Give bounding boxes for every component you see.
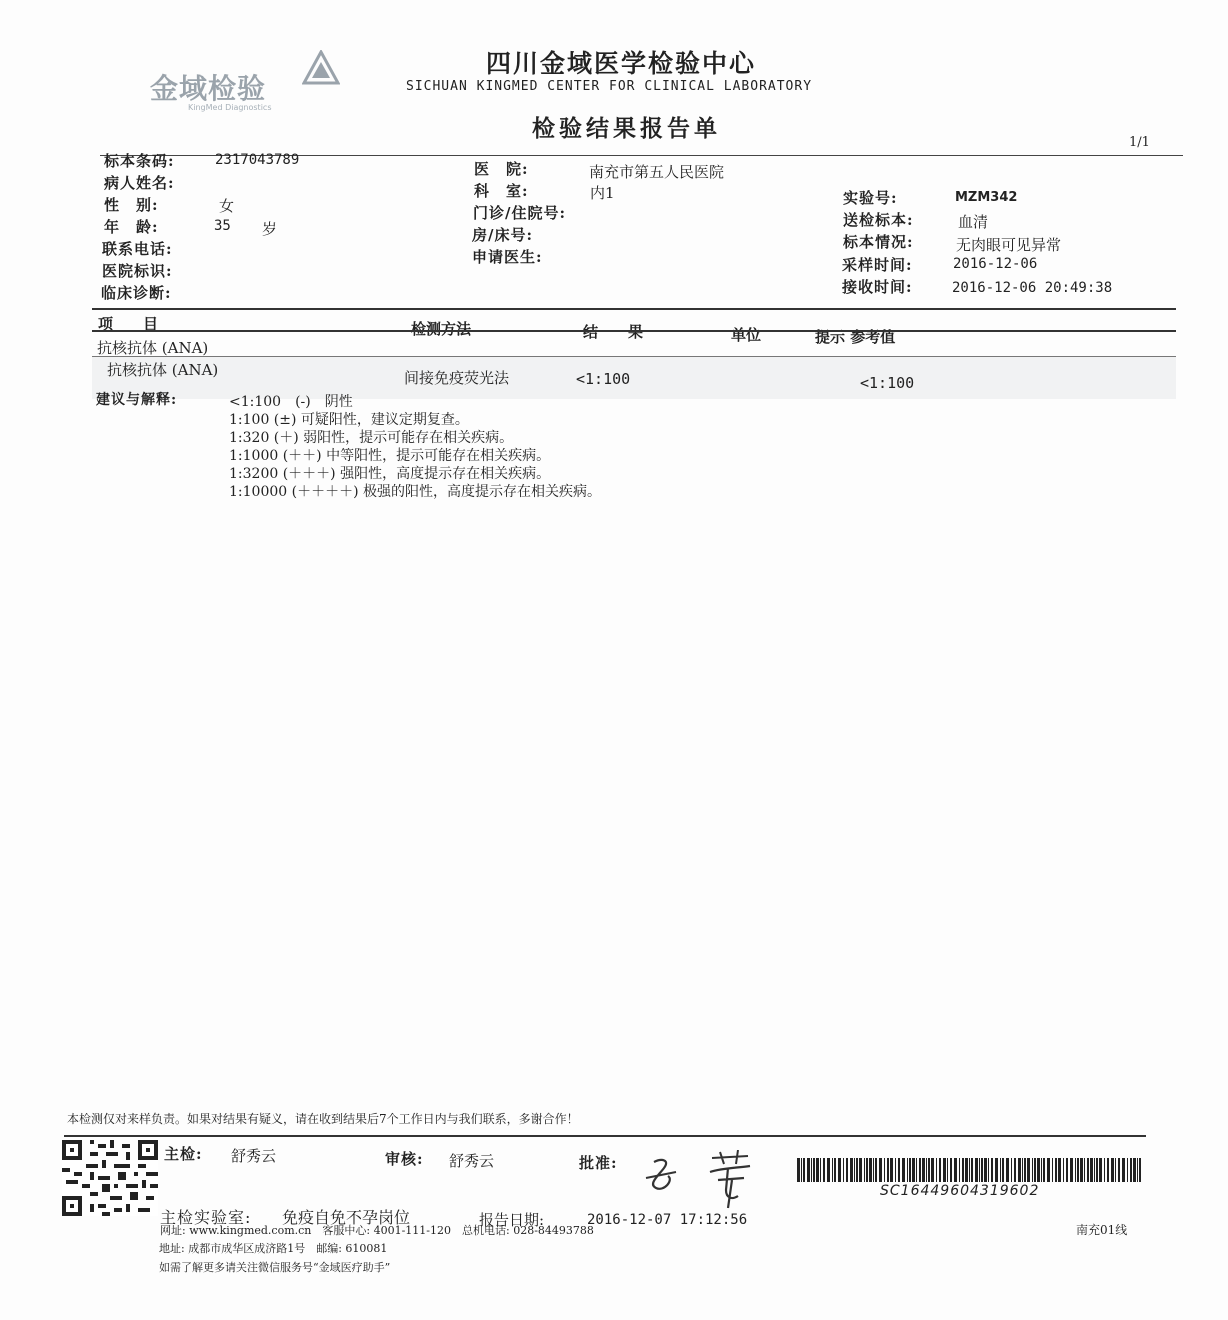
sample-time-value: 2016-12-06	[953, 256, 1038, 272]
hospital-value: 南充市第五人民医院	[589, 163, 725, 181]
kingmed-triangle-icon	[302, 50, 340, 86]
barcode-value: 2317043789	[215, 152, 300, 168]
contact-line: 网址: www.kingmed.com.cn 客服中心: 4001-111-120 总机电话: 028-84493788	[160, 1224, 594, 1237]
barcode-bar	[981, 1158, 983, 1182]
logo-text: 金域检验	[150, 72, 267, 105]
column-header-result: 结 果	[583, 323, 644, 341]
row-divider	[92, 356, 1176, 357]
disclaimer: 本检测仅对来样负责。如果对结果有疑义，请在收到结果后7个工作日内与我们联系，多谢合作！	[67, 1112, 579, 1126]
barcode-bar	[873, 1158, 874, 1182]
barcode-bar	[984, 1158, 987, 1182]
barcode-bar	[1018, 1158, 1021, 1182]
barcode-bar	[991, 1158, 993, 1182]
barcode-bar	[1024, 1158, 1026, 1182]
barcode-bar	[902, 1158, 905, 1182]
barcode-bar	[912, 1158, 915, 1182]
barcode-bar	[922, 1158, 925, 1182]
barcode-bar	[879, 1158, 882, 1182]
barcode-bar	[1002, 1158, 1004, 1182]
sex-value: 女	[219, 197, 235, 215]
barcode-bar	[954, 1158, 957, 1182]
barcode-bar	[975, 1158, 978, 1182]
department-label: 科 室:	[474, 182, 529, 200]
barcode-bar	[832, 1158, 833, 1182]
barcode-bar	[1055, 1158, 1057, 1182]
qr-code	[62, 1140, 158, 1216]
barcode-bar	[950, 1158, 952, 1182]
test-group-name: 抗核抗体 (ANA)	[97, 339, 209, 357]
specimen-condition-label: 标本情况:	[843, 233, 914, 251]
column-header-hint-reference: 提示 参考值	[815, 328, 896, 346]
barcode-bar	[887, 1158, 889, 1182]
barcode-bar	[846, 1158, 848, 1182]
test-result: <1:100	[576, 370, 631, 388]
barcode-bar	[931, 1158, 934, 1182]
barcode-bar	[801, 1158, 802, 1182]
barcode-bar	[969, 1158, 970, 1182]
sample-time-label: 采样时间:	[842, 256, 913, 274]
barcode-bar	[959, 1158, 960, 1182]
barcode-bar	[1104, 1158, 1105, 1182]
patient-name-label: 病人姓名:	[104, 174, 175, 192]
branch-label: 南充01线	[1076, 1223, 1128, 1237]
barcode-bar	[884, 1158, 885, 1182]
barcode-bar	[909, 1158, 911, 1182]
interpretation-line: 1:10000 (＋＋＋＋) 极强的阳性，高度提示存在相关疾病。	[229, 484, 601, 500]
barcode-bar	[869, 1158, 872, 1182]
barcode-bar	[928, 1158, 930, 1182]
interpretation-line: <1:100 (-) 阴性	[229, 394, 353, 410]
barcode-bar	[823, 1158, 825, 1182]
barcode-bar	[1115, 1158, 1116, 1182]
age-unit: 岁	[262, 220, 278, 238]
barcode-bar	[811, 1158, 812, 1182]
barcode-bar	[827, 1158, 830, 1182]
column-header-item: 项 目	[98, 315, 159, 333]
test-method: 间接免疫荧光法	[404, 369, 510, 387]
hospital-label: 医 院:	[474, 160, 529, 178]
barcode-bar	[866, 1158, 868, 1182]
barcode-bar	[965, 1158, 968, 1182]
barcode-bar	[962, 1158, 964, 1182]
barcode-bar	[943, 1158, 946, 1182]
barcode-bar	[1099, 1158, 1102, 1182]
barcode-bar	[838, 1158, 841, 1182]
barcode-bar	[1130, 1158, 1132, 1182]
barcode-bar	[1063, 1158, 1064, 1182]
barcode-bar	[1096, 1158, 1098, 1182]
barcode-bar	[939, 1158, 941, 1182]
barcode-bar	[971, 1158, 973, 1182]
barcode-bar	[947, 1158, 948, 1182]
footer-divider	[64, 1135, 1146, 1137]
table-header-rule	[92, 330, 1176, 332]
lab-room-value: 免疫自免不孕岗位	[282, 1208, 411, 1227]
barcode-bar	[1052, 1158, 1053, 1182]
lab-no-label: 实验号:	[843, 189, 898, 207]
tester-label: 主检:	[164, 1145, 203, 1163]
lab-room-label: 主检实验室:	[160, 1208, 252, 1227]
outpatient-no-label: 门诊/住院号:	[473, 204, 567, 222]
barcode-bar	[926, 1158, 927, 1182]
phone-label: 联系电话:	[102, 240, 173, 258]
barcode-bar	[1032, 1158, 1033, 1182]
lab-no-value: MZM342	[955, 190, 1018, 205]
barcode-bar	[1014, 1158, 1016, 1182]
bed-no-label: 房/床号:	[472, 226, 534, 244]
barcode-bar	[856, 1158, 858, 1182]
barcode-bar	[864, 1158, 865, 1182]
barcode-bar	[1022, 1158, 1023, 1182]
barcode-bar	[1084, 1158, 1085, 1182]
barcode-bar	[1094, 1158, 1095, 1182]
barcode-bar	[916, 1158, 917, 1182]
address-line: 地址: 成都市成华区成济路1号 邮编: 610081	[159, 1242, 388, 1255]
barcode-bar	[1075, 1158, 1076, 1182]
interpretation-line: 1:1000 (＋＋) 中等阳性，提示可能存在相关疾病。	[229, 448, 551, 464]
center-title-cn: 四川金域医学检验中心	[486, 49, 757, 78]
interpretation-line: 1:3200 (＋＋＋) 强阳性，高度提示存在相关疾病。	[229, 466, 551, 482]
barcode-bar	[1133, 1158, 1136, 1182]
barcode-bar	[820, 1158, 821, 1182]
reviewer-label: 审核:	[385, 1150, 424, 1168]
barcode-bar	[875, 1158, 877, 1182]
report-date-value: 2016-12-07 17:12:56	[587, 1212, 748, 1228]
tester-value: 舒秀云	[231, 1147, 277, 1165]
age-value: 35	[214, 218, 231, 234]
hospital-id-label: 医院标识:	[102, 262, 173, 280]
barcode-bar	[1077, 1158, 1079, 1182]
approver-label: 批准:	[579, 1154, 618, 1172]
barcode-bar	[895, 1158, 896, 1182]
barcode-bar	[995, 1158, 998, 1182]
receive-time-value: 2016-12-06 20:49:38	[952, 280, 1113, 296]
barcode-bar	[1037, 1158, 1040, 1182]
column-header-method: 检测方法	[411, 320, 472, 338]
barcode-number: SC16449604319602	[880, 1183, 1040, 1199]
barcode-bar	[803, 1158, 805, 1182]
barcode-bar	[1087, 1158, 1089, 1182]
barcode-bar	[907, 1158, 908, 1182]
barcode-bar	[854, 1158, 855, 1182]
barcode-bar	[1011, 1158, 1012, 1182]
diagnosis-label: 临床诊断:	[101, 284, 172, 302]
barcode-bar	[1107, 1158, 1109, 1182]
logo-subtitle: KingMed Diagnostics	[188, 103, 272, 112]
department-value: 内1	[590, 184, 615, 202]
page-number: 1/1	[1129, 135, 1150, 150]
barcode-bar	[979, 1158, 980, 1182]
barcode-bar	[797, 1158, 800, 1182]
barcode-bar	[898, 1158, 900, 1182]
interpretation-label: 建议与解释:	[96, 392, 178, 408]
report-title: 检验结果报告单	[532, 115, 721, 142]
barcode-bar	[1043, 1158, 1045, 1182]
barcode-label: 标本条码:	[104, 152, 175, 170]
table-top-rule	[92, 308, 1176, 310]
test-reference-value: <1:100	[860, 374, 915, 392]
barcode-bar	[890, 1158, 893, 1182]
age-label: 年 龄:	[104, 218, 159, 236]
barcode-bar	[1006, 1158, 1009, 1182]
barcode-bar	[1122, 1158, 1125, 1182]
barcode-bar	[1027, 1158, 1030, 1182]
barcode-bar	[1034, 1158, 1036, 1182]
barcode-bar	[936, 1158, 937, 1182]
requesting-doctor-label: 申请医生:	[472, 248, 543, 266]
reviewer-value: 舒秀云	[449, 1152, 495, 1170]
approver-signature	[640, 1150, 770, 1210]
receive-time-label: 接收时间:	[842, 278, 913, 296]
interpretation-line: 1:100 (±) 可疑阳性，建议定期复查。	[229, 412, 469, 428]
test-item-name: 抗核抗体 (ANA)	[107, 361, 219, 379]
barcode-bars	[797, 1158, 1145, 1182]
kingmed-logo	[150, 45, 340, 115]
barcode-bar	[1041, 1158, 1042, 1182]
specimen-value: 血清	[958, 213, 989, 231]
barcode-bar	[807, 1158, 810, 1182]
report-barcode	[797, 1158, 1145, 1182]
sex-label: 性 别:	[104, 196, 159, 214]
wechat-line: 如需了解更多请关注微信服务号“金域医疗助手”	[159, 1261, 391, 1274]
barcode-bar	[1139, 1158, 1141, 1182]
barcode-bar	[1090, 1158, 1093, 1182]
center-title-en: SICHUAN KINGMED CENTER FOR CLINICAL LABORATORY	[406, 79, 813, 94]
specimen-condition-value: 无肉眼可见异常	[956, 236, 1062, 254]
barcode-bar	[1000, 1158, 1001, 1182]
barcode-bar	[919, 1158, 921, 1182]
barcode-bar	[1047, 1158, 1050, 1182]
barcode-bar	[816, 1158, 819, 1182]
barcode-bar	[1080, 1158, 1083, 1182]
barcode-bar	[1111, 1158, 1114, 1182]
interpretation-line: 1:320 (＋) 弱阳性，提示可能存在相关疾病。	[229, 430, 514, 446]
report-date-label: 报告日期:	[479, 1211, 545, 1229]
barcode-bar	[1058, 1158, 1061, 1182]
barcode-bar	[843, 1158, 844, 1182]
barcode-bar	[988, 1158, 989, 1182]
barcode-bar	[1127, 1158, 1128, 1182]
barcode-bar	[834, 1158, 836, 1182]
barcode-bar	[1070, 1158, 1073, 1182]
barcode-bar	[1066, 1158, 1068, 1182]
column-header-unit: 单位	[731, 326, 762, 344]
barcode-bar	[859, 1158, 862, 1182]
barcode-bar	[813, 1158, 815, 1182]
barcode-bar	[1137, 1158, 1138, 1182]
specimen-label: 送检标本:	[843, 211, 914, 229]
barcode-bar	[850, 1158, 853, 1182]
barcode-bar	[1118, 1158, 1120, 1182]
